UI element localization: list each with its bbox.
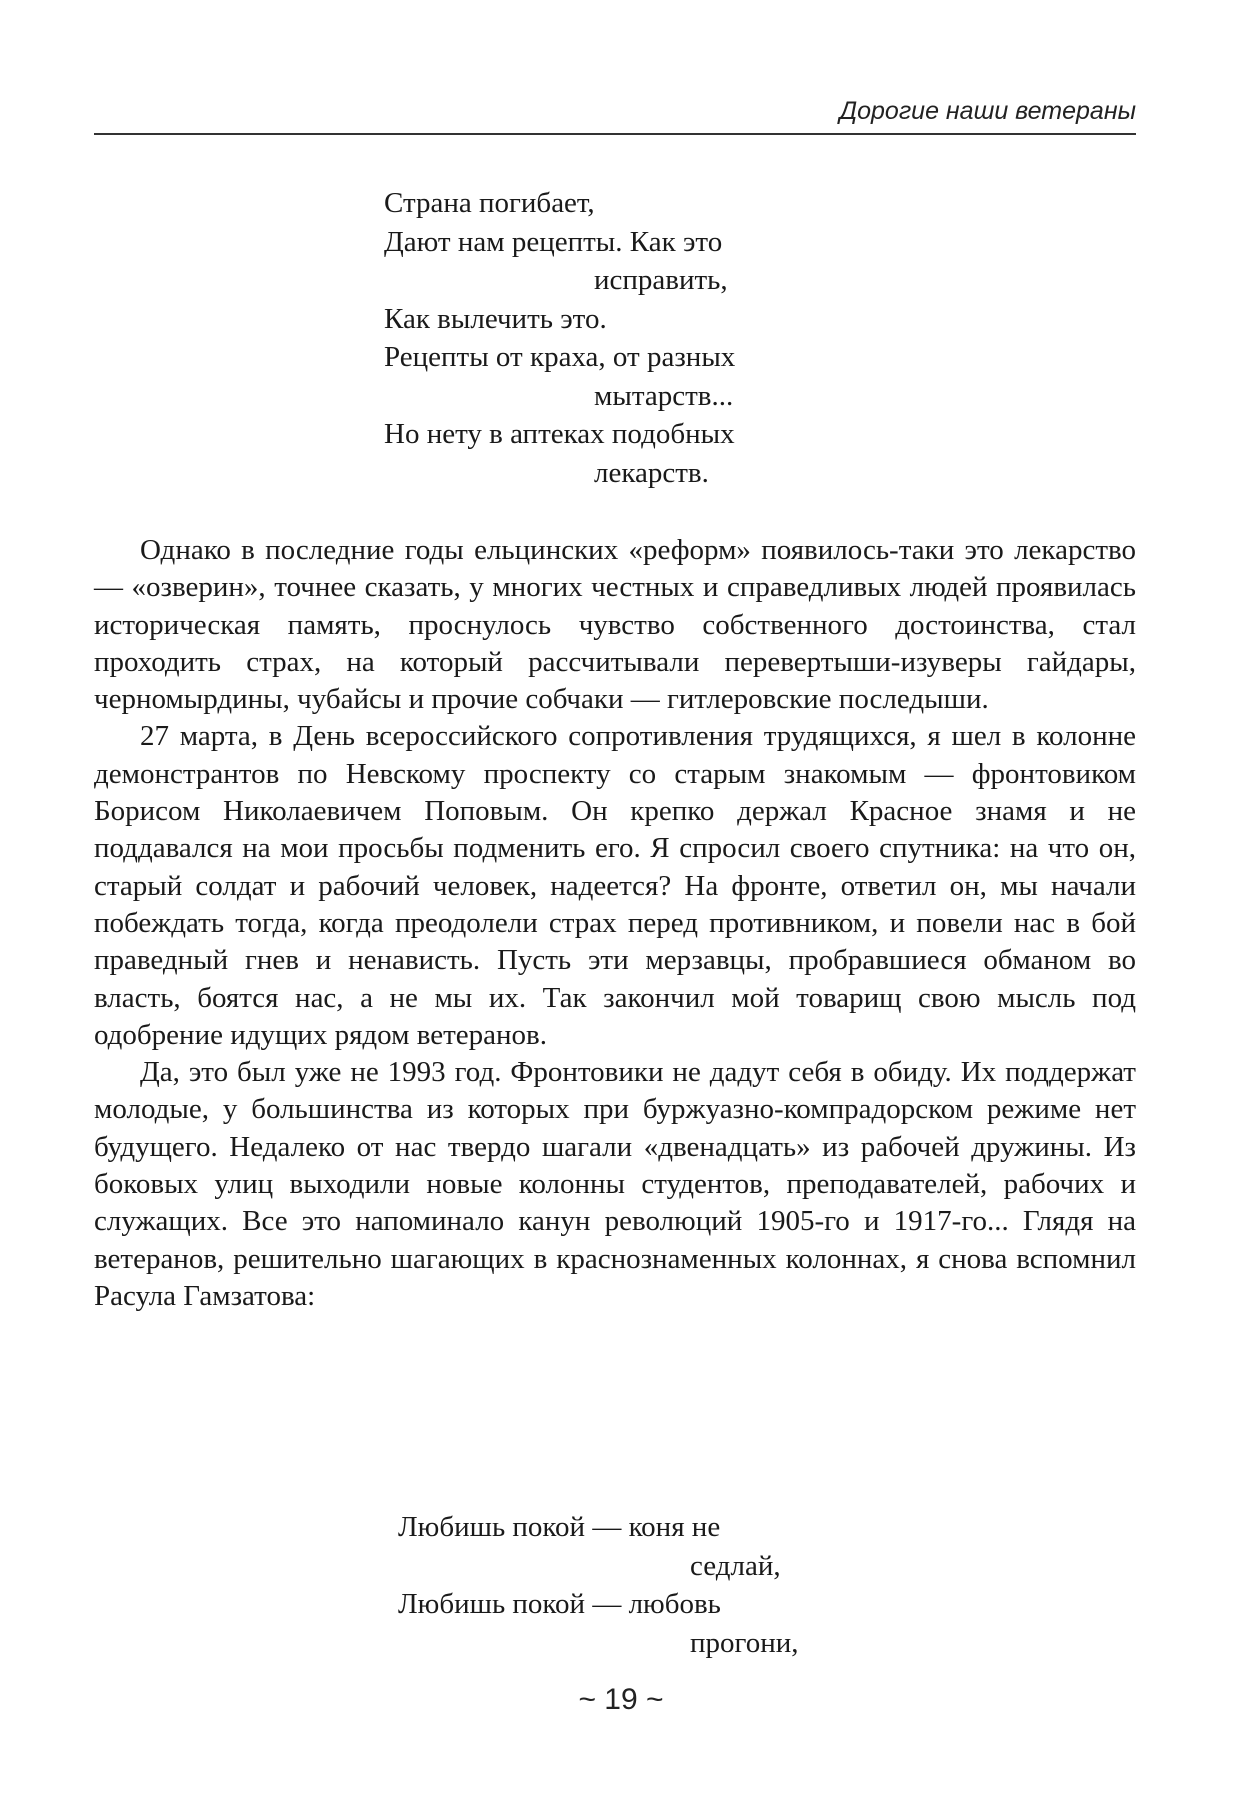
paragraph: Да, это был уже не 1993 год. Фронтовики не дадут себя в обиду. Их поддержат молодые, у большинства из которых при буржуазно-компрадорском режиме нет будущего. Недалеко от нас твердо шагали «двенадцать» из рабочей дружины. Из боковых улиц выходили новые колонны студентов, преподавателей, рабочих и служащих. Все это напоминало канун революций 1905-го и 1917-го... Глядя на ветеранов, решительно шагающих в краснознаменных колоннах, я снова вспомнил Расула Гамзатова:	[94, 1056, 1136, 1312]
paragraph: Однако в последние годы ельцинских «реформ» появилось-таки это лекарство — «озверин», точнее сказать, у многих честных и справедливых людей проявилась историческая память, проснулось чувство собственного достоинства, стал проходить страх, на который рассчитывали перевертыши-изуверы гайдары, черномырдины, чубайсы и прочие собчаки — гитлеровские последыши.	[94, 534, 1136, 716]
running-head: Дорогие наши ветераны	[839, 97, 1136, 125]
poem-line: Страна погибает,	[384, 187, 595, 219]
header-rule	[94, 133, 1136, 135]
poem-line: седлай,	[690, 1549, 781, 1582]
poem-line: Любишь покой — коня не	[398, 1511, 721, 1543]
poem-line: исправить,	[594, 264, 728, 296]
poem-line: прогони,	[690, 1626, 799, 1659]
page-number: ~ 19 ~	[578, 1683, 664, 1716]
poem-line: Как вылечить это.	[384, 302, 607, 335]
poem-line: Рецепты от краха, от разных	[384, 341, 736, 373]
poem-line: лекарств.	[594, 456, 709, 489]
poem-line: Любишь покой — любовь	[398, 1588, 721, 1620]
poem-line: Но нету в аптеках подобных	[384, 418, 735, 450]
body-text	[94, 532, 1136, 1315]
poem-stanza-2	[398, 1508, 798, 1662]
poem-line: Дают нам рецепты. Как это	[384, 225, 723, 258]
poem-line: мытарств...	[594, 379, 734, 412]
poem-stanza-1	[384, 184, 735, 492]
paragraph: 27 марта, в День всероссийского сопротивления трудящихся, я шел в колонне демонстрантов по Невскому проспекту со старым знакомым — фронтовиком Борисом Николаевичем Поповым. Он крепко держал Красное знамя и не поддавался на мои просьбы подменить его. Я спросил своего спутника: на что он, старый солдат и рабочий человек, надеется? На фронте, ответил он, мы начали побеждать тогда, когда преодолели страх перед противником, и повели нас в бой праведный гнев и ненависть. Пусть эти мерзавцы, пробравшиеся обманом во власть, боятся нас, а не мы их. Так закончил мой товарищ свою мысль под одобрение идущих рядом ветеранов.	[94, 720, 1136, 1051]
